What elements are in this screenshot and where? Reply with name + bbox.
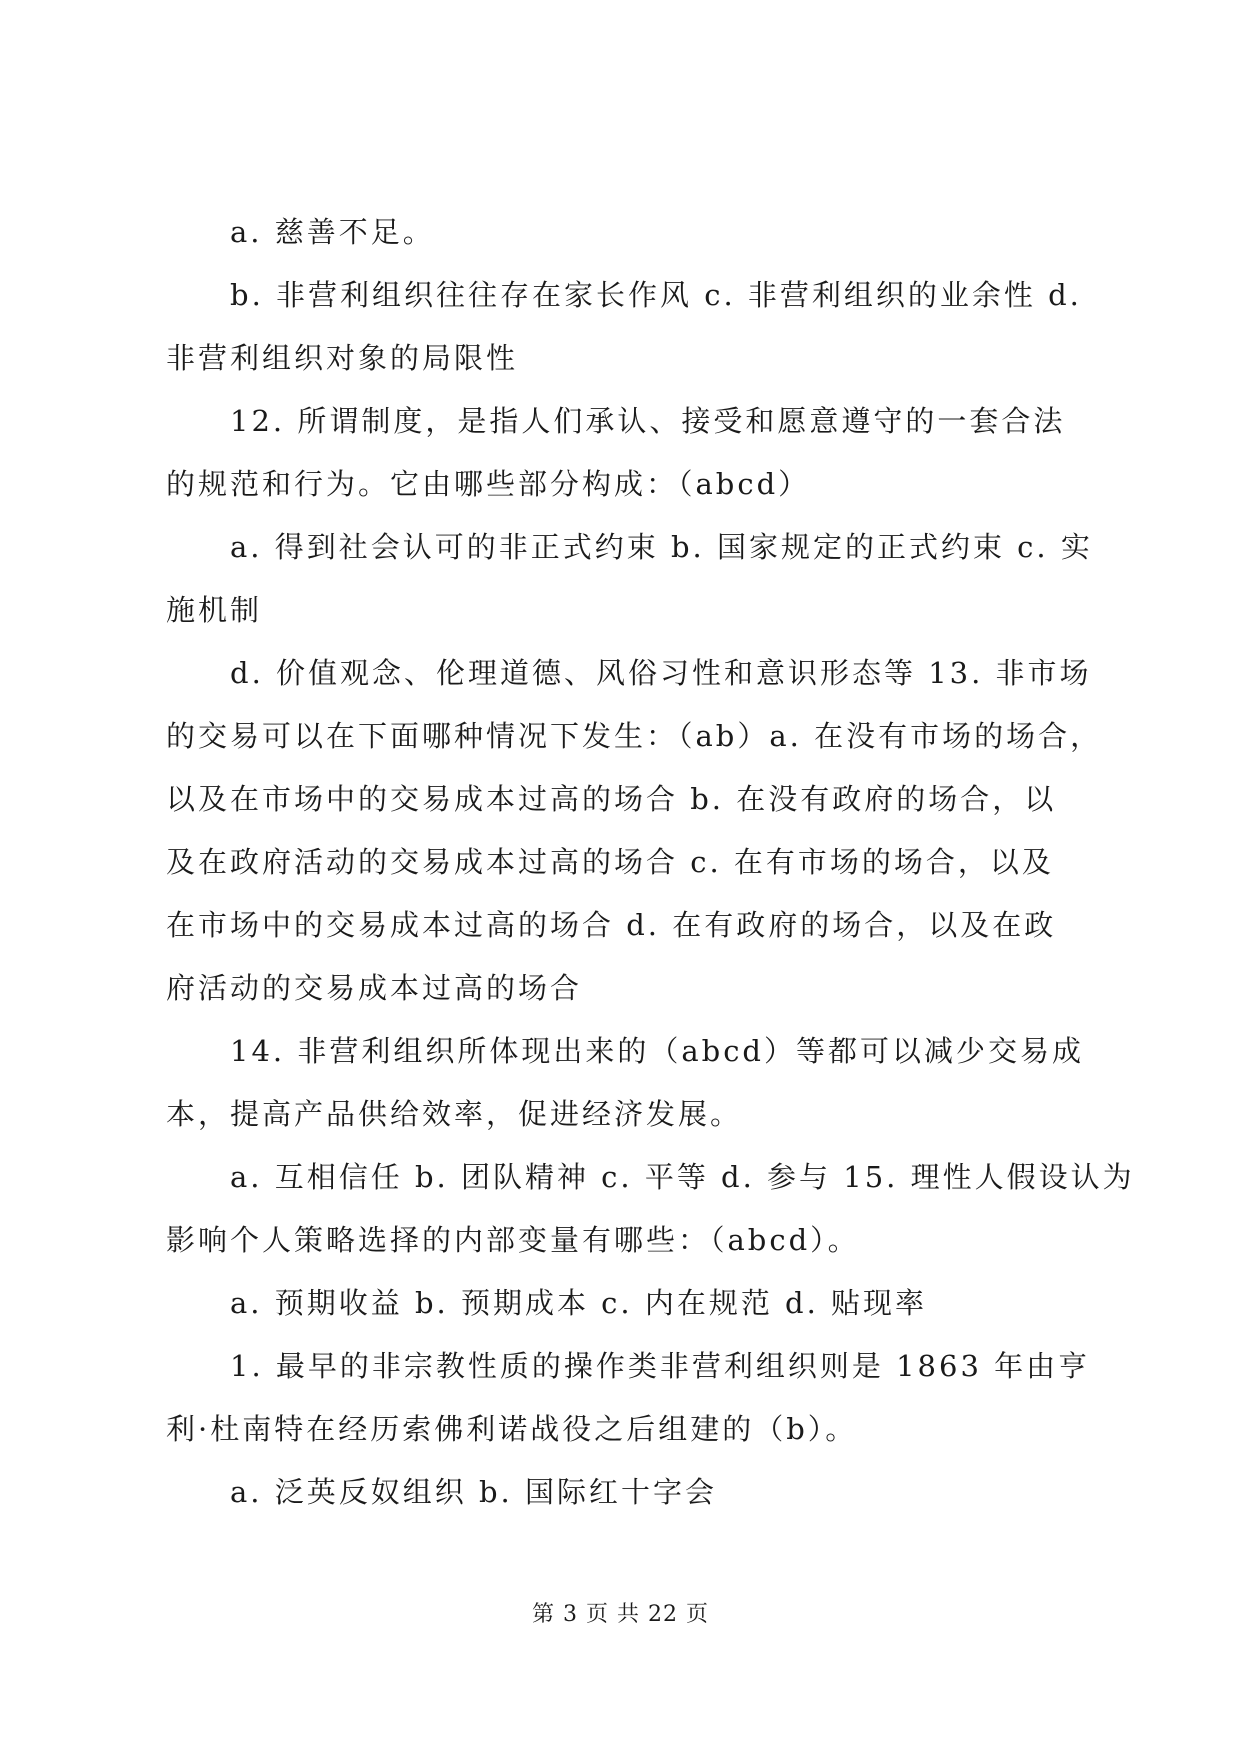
text-line: a. 得到社会认可的非正式约束 b. 国家规定的正式约束 c. 实 (230, 530, 1093, 564)
text-line: a. 互相信任 b. 团队精神 c. 平等 d. 参与 15. 理性人假设认为 (230, 1160, 1135, 1194)
text-line: d. 价值观念、伦理道德、风俗习性和意识形态等 13. 非市场 (230, 656, 1092, 690)
text-line: 的交易可以在下面哪种情况下发生：（ab）a. 在没有市场的场合， (166, 719, 1103, 753)
text-line: 14. 非营利组织所体现出来的（abcd）等都可以减少交易成 (230, 1034, 1084, 1068)
page-number-footer: 第 3 页 共 22 页 (532, 1602, 709, 1627)
text-line: 本，提高产品供给效率，促进经济发展。 (166, 1097, 743, 1131)
text-line: 非营利组织对象的局限性 (166, 341, 519, 375)
text-line: 在市场中的交易成本过高的场合 d. 在有政府的场合，以及在政 (166, 908, 1057, 942)
text-line: 利·杜南特在经历索佛利诺战役之后组建的（b）。 (166, 1412, 858, 1446)
text-line: 及在政府活动的交易成本过高的场合 c. 在有市场的场合，以及 (166, 845, 1054, 879)
text-line: 的规范和行为。它由哪些部分构成：（abcd） (166, 467, 811, 501)
text-line: a. 泛英反奴组织 b. 国际红十字会 (230, 1475, 717, 1509)
text-line: a. 预期收益 b. 预期成本 c. 内在规范 d. 贴现率 (230, 1286, 928, 1320)
text-line: 1. 最早的非宗教性质的操作类非营利组织则是 1863 年由亨 (230, 1349, 1091, 1383)
text-line: 影响个人策略选择的内部变量有哪些：（abcd）。 (166, 1223, 860, 1257)
text-line: a. 慈善不足。 (230, 215, 435, 249)
text-line: b. 非营利组织往往存在家长作风 c. 非营利组织的业余性 d. (230, 278, 1082, 312)
text-line: 施机制 (166, 593, 263, 627)
text-line: 12. 所谓制度，是指人们承认、接受和愿意遵守的一套合法 (230, 404, 1066, 438)
text-line: 以及在市场中的交易成本过高的场合 b. 在没有政府的场合，以 (166, 782, 1057, 816)
text-line: 府活动的交易成本过高的场合 (166, 971, 583, 1005)
